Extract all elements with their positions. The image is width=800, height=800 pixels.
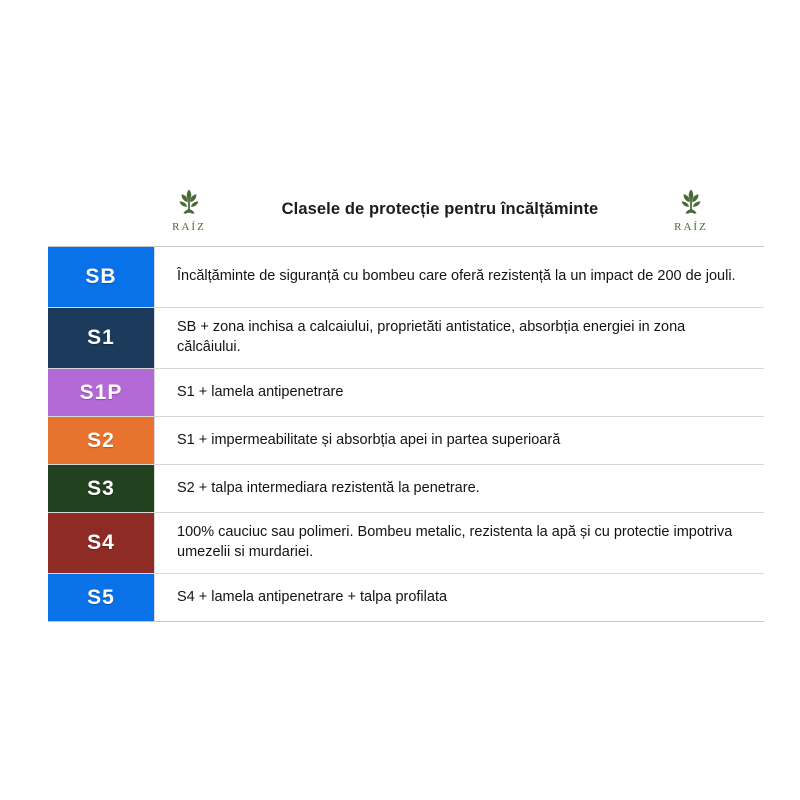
tree-icon [172, 186, 206, 220]
class-code-badge: S1P [48, 369, 154, 416]
class-code-badge: S1 [48, 308, 154, 368]
class-description: S2 + talpa intermediara rezistentă la penetrare. [154, 465, 764, 512]
class-code-badge: S5 [48, 574, 154, 621]
raiz-logo-right [662, 186, 720, 233]
raiz-logo-right-text: RAÍZ [674, 220, 708, 233]
page-title: Clasele de protecție pentru încălțăminte [281, 199, 599, 218]
class-description: Încălțăminte de siguranță cu bombeu care oferă rezistență la un impact de 200 de jouli. [154, 247, 764, 307]
table-row [48, 513, 764, 574]
raiz-logo-left-text: RAÍZ [172, 220, 206, 233]
class-description: S4 + lamela antipenetrare + talpa profilata [154, 574, 764, 621]
class-code-badge: S3 [48, 465, 154, 512]
class-code-badge: SB [48, 247, 154, 307]
class-description: 100% cauciuc sau polimeri. Bombeu metalic, rezistenta la apă și cu protectie impotriva umezelii si murdariei. [154, 513, 764, 573]
table-row [48, 369, 764, 417]
table-row [48, 247, 764, 308]
class-description: SB + zona inchisa a calcaiului, proprietăti antistatice, absorbția energiei in zona călcâiului. [154, 308, 764, 368]
table-row [48, 574, 764, 621]
table-row [48, 417, 764, 465]
raiz-logo-left [160, 186, 218, 233]
class-code-badge: S4 [48, 513, 154, 573]
header [160, 178, 720, 240]
class-code-badge: S2 [48, 417, 154, 464]
class-description: S1 + lamela antipenetrare [154, 369, 764, 416]
protection-classes-table [48, 246, 764, 622]
table-row [48, 465, 764, 513]
class-description: S1 + impermeabilitate și absorbția apei in partea superioară [154, 417, 764, 464]
tree-icon [674, 186, 708, 220]
table-row [48, 308, 764, 369]
